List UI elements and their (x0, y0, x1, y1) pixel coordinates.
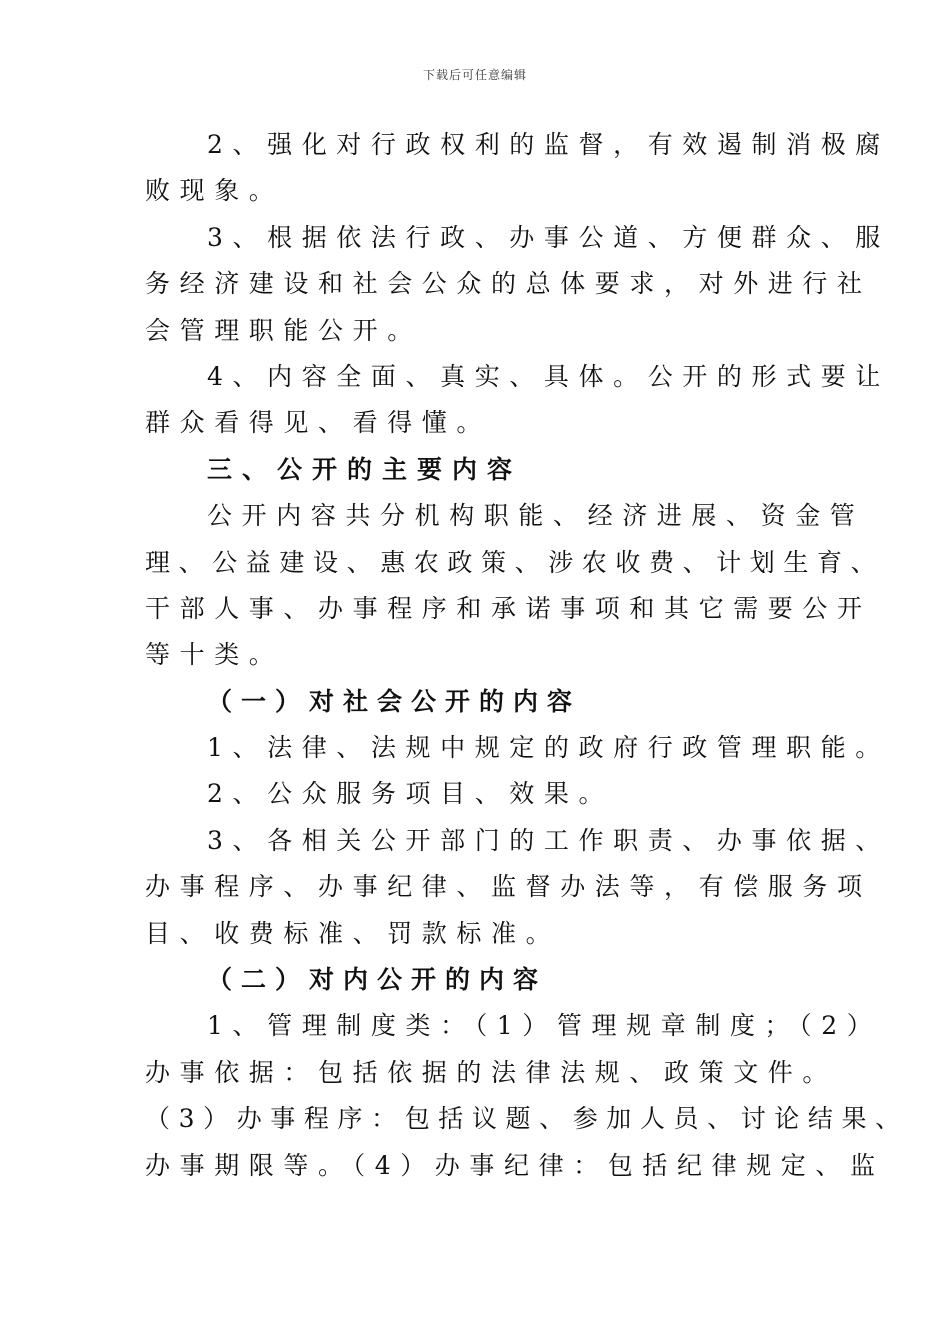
body-line: 2、公众服务项目、效果。 (207, 779, 614, 809)
body-line: 1、法律、法规中规定的政府行政管理职能。 (207, 733, 890, 763)
body-line: 目、收费标准、罚款标准。 (145, 918, 561, 948)
body-line: 3、各相关公开部门的工作职责、办事依据、 (207, 825, 890, 855)
subsection-heading: （二）对内公开的内容 (207, 965, 548, 995)
body-line: 务经济建设和社会公众的总体要求，对外进行社 (145, 269, 872, 299)
body-line: 等十类。 (145, 640, 284, 670)
body-line: 败现象。 (145, 176, 284, 206)
body-line: 理、公益建设、惠农政策、涉农收费、计划生育、 (145, 547, 885, 577)
body-line: 2、强化对行政权利的监督，有效遏制消极腐 (207, 130, 890, 159)
document-body (145, 122, 909, 1189)
body-line: 办事期限等。（4）办事纪律：包括纪律规定、监 (145, 1150, 885, 1180)
body-line: 会管理职能公开。 (145, 315, 422, 345)
body-line: 干部人事、办事程序和承诺事项和其它需要公开 (145, 593, 872, 623)
body-line: 4、内容全面、真实、具体。公开的形式要让 (207, 361, 890, 391)
body-line: 群众看得见、看得懂。 (145, 408, 492, 438)
body-line: 1、管理制度类：（1）管理规章制度；（2） (207, 1011, 882, 1041)
page-header: 下载后可任意编辑 (422, 68, 527, 82)
body-line: 办事依据：包括依据的法律法规、政策文件。 (145, 1057, 838, 1087)
subsection-heading: （一）对社会公开的内容 (207, 686, 582, 716)
body-line: 办事程序、办事纪律、监督办法等，有偿服务项 (145, 872, 872, 902)
body-line: 3、根据依法行政、办事公道、方便群众、服 (207, 222, 890, 252)
body-line: 公开内容共分机构职能、经济进展、资金管 (207, 501, 865, 531)
body-line: （3）办事程序：包括议题、参加人员、讨论结果、 (145, 1104, 909, 1134)
section-heading: 三、公开的主要内容 (207, 454, 523, 484)
